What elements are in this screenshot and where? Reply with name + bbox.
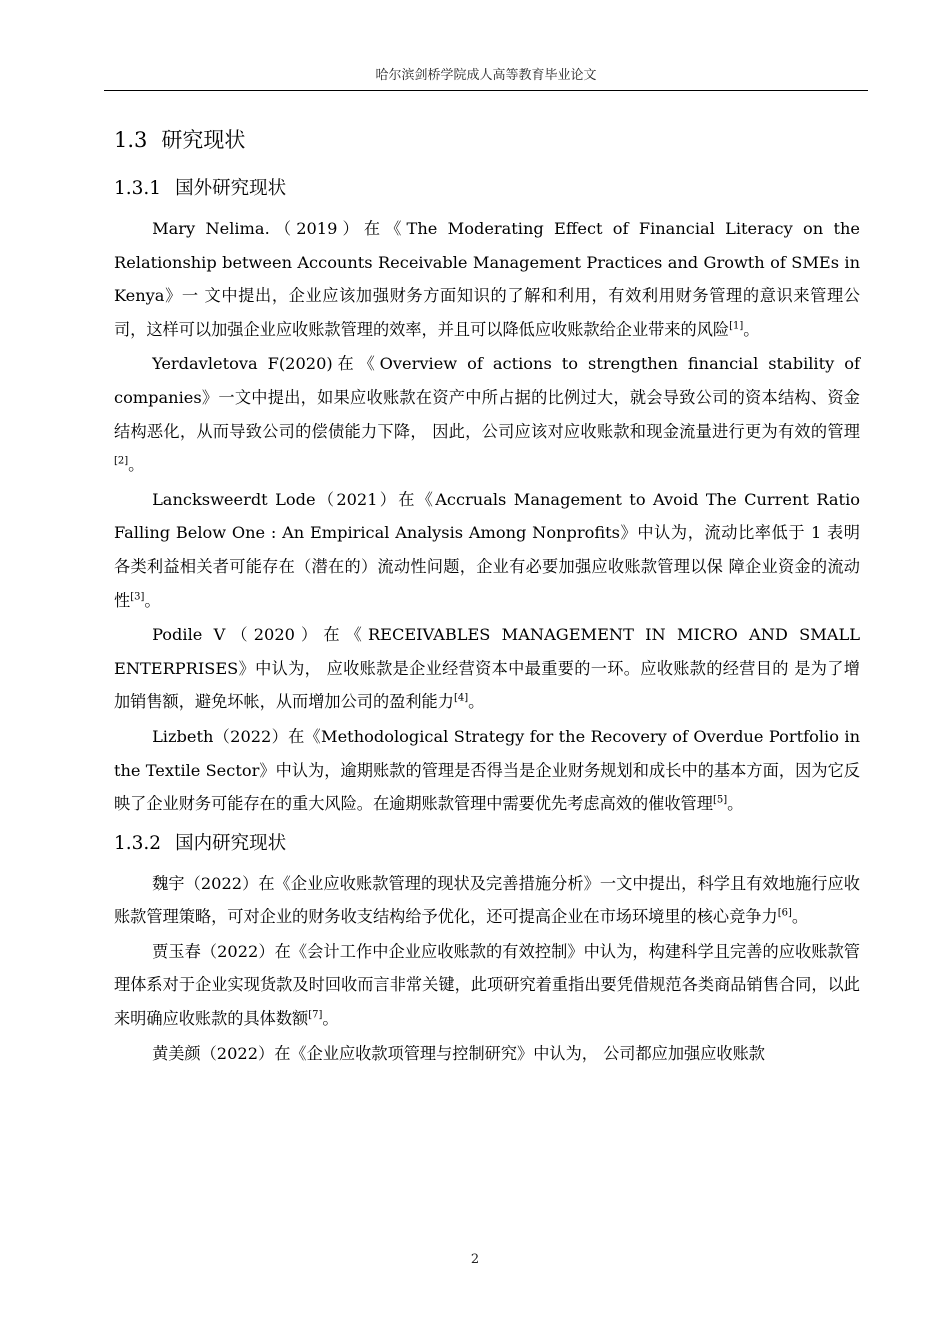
header-title: 哈尔滨剑桥学院成人高等教育毕业论文 bbox=[375, 68, 597, 83]
paragraph bbox=[114, 618, 860, 719]
page-header bbox=[104, 66, 868, 91]
subsection-heading-foreign bbox=[114, 172, 860, 206]
section-heading bbox=[114, 122, 860, 158]
citation-ref: [5] bbox=[712, 794, 728, 806]
paragraph-text: Mary Nelima.（2019）在《The Moderating Effect of Financial Literacy on the Relationship between Accounts Receivable Management Practices and Growth of SMEs in Kenya》一 文中提出，企业应该加强财务方面知识的了解和利用，有效利用财务管理的意识来管理公 司，这样可以加强企业应收账款管理的效率，并且可以降低应收账款给企业带来的风险 bbox=[114, 219, 860, 339]
paragraph-end: 。 bbox=[727, 794, 744, 814]
paragraph bbox=[114, 1037, 860, 1071]
paragraph bbox=[114, 935, 860, 1036]
page-number: 2 bbox=[470, 1252, 480, 1267]
section-title: 研究现状 bbox=[161, 128, 246, 152]
citation-ref: [1] bbox=[729, 320, 744, 332]
citation-ref: [3] bbox=[130, 591, 145, 603]
subsection-title: 国外研究现状 bbox=[175, 178, 287, 199]
subsection-heading-domestic bbox=[114, 827, 860, 861]
section-number: 1.3 bbox=[114, 128, 148, 152]
paragraph-text: 黄美颜（2022）在《企业应收款项管理与控制研究》中认为， 公司都应加强应收账款 bbox=[152, 1043, 765, 1063]
paragraph-end: 。 bbox=[128, 455, 145, 475]
paragraph-text: Yerdavletova F(2020)在《Overview of actions to strengthen financial stability of companies》一文中提出，如果应收账款在资产中所占据的比例过大，就会导致公司的资本结构、资金结构恶化，从而导致公司的偿债能力下降， 因此，公司应该对应收账款和现金流量进行更为有效的管理 bbox=[114, 354, 860, 441]
paragraph-end: 。 bbox=[791, 907, 809, 927]
paragraph-end: 。 bbox=[322, 1009, 339, 1029]
subsection-title: 国内研究现状 bbox=[175, 832, 287, 854]
paragraph bbox=[114, 483, 860, 617]
paragraph bbox=[114, 212, 860, 346]
paragraph bbox=[114, 867, 860, 934]
subsection-number: 1.3.2 bbox=[114, 832, 162, 854]
citation-ref: [7] bbox=[308, 1009, 323, 1021]
paragraph bbox=[114, 347, 860, 481]
paragraph-text: Lancksweerdt Lode（2021）在《Accruals Management to Avoid The Current Ratio Falling Below One : An Empirical Analysis Among Nonprofits》中认为，流动比率低于 1 表明各类利益相关者可能存在（潜在的）流动性问题，企业有必要加强应收账款管理以保 障企业资金的流动性 bbox=[114, 489, 860, 610]
citation-ref: [6] bbox=[777, 907, 792, 919]
paragraph-text: Podile V（2020）在《RECEIVABLES MANAGEMENT IN MICRO AND SMALL ENTERPRISES》中认为， 应收账款是企业经营资本中最重要的一环。应收账款的经营目的 是为了增加销售额，避免坏帐，从而增加公司的盈利能力 bbox=[114, 625, 860, 712]
citation-ref: [2] bbox=[114, 455, 129, 467]
paragraph-text: 魏宇（2022）在《企业应收账款管理的现状及完善措施分析》一文中提出，科学且有效地施行应收账款管理策略，可对企业的财务收支结构给予优化，还可提高企业在市场环境里的核心竞争力 bbox=[114, 873, 860, 927]
paragraph-text: 贾玉春（2022）在《会计工作中企业应收账款的有效控制》中认为，构建科学且完善的应收账款管理体系对于企业实现货款及时回收而言非常关键，此项研究着重指出要凭借规范各类商品销售合同，以此来明确应收账款的具体数额 bbox=[114, 941, 860, 1029]
citation-ref: [4] bbox=[453, 692, 469, 704]
page-content bbox=[114, 122, 860, 1071]
paragraph-text: Lizbeth（2022）在《Methodological Strategy for the Recovery of Overdue Portfolio in the Textile Sector》中认为，逾期账款的管理是否得当是企业财务规划和成长中的基本方面，因为它反映了企业财务可能存在的重大风险。在逾期账款管理中需要优先考虑高效的催收管理 bbox=[114, 726, 860, 814]
paragraph-end: 。 bbox=[144, 590, 161, 610]
paragraph-end: 。 bbox=[743, 319, 760, 339]
paragraph bbox=[114, 720, 860, 821]
paragraph-end: 。 bbox=[468, 692, 485, 712]
subsection-number: 1.3.1 bbox=[114, 178, 162, 199]
